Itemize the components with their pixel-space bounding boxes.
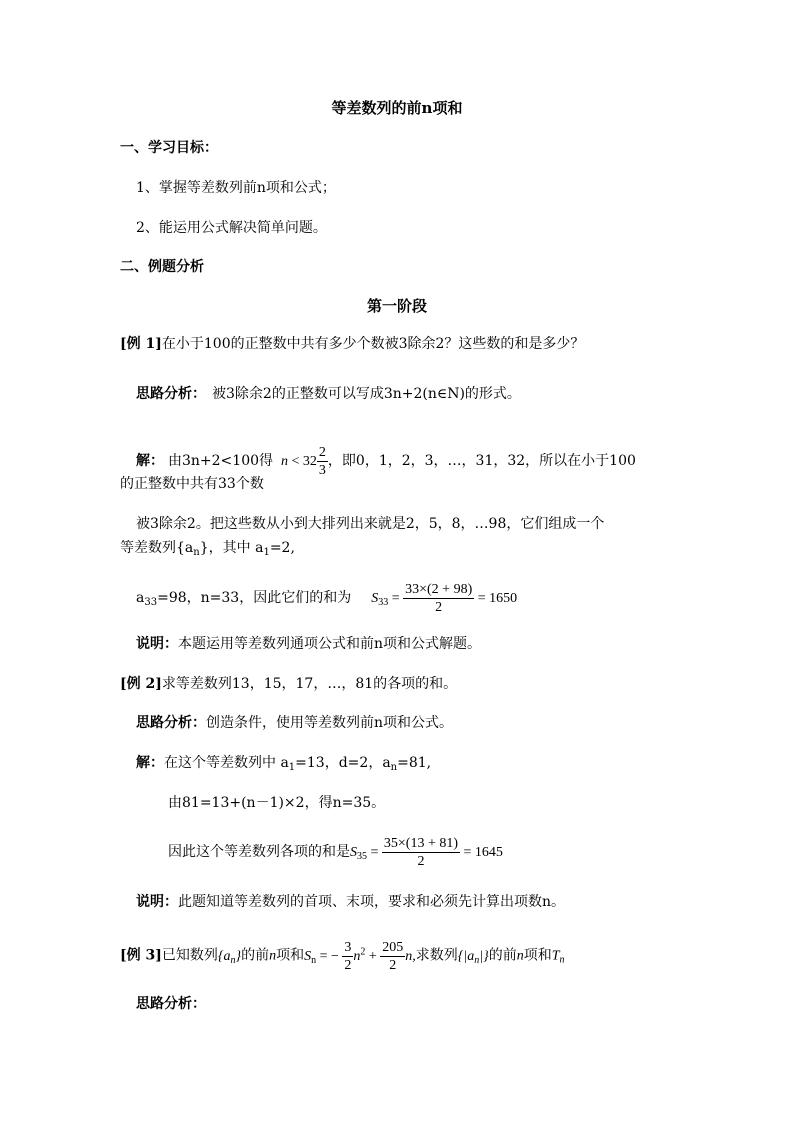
ineq-fraction — [317, 444, 328, 479]
subscript: n — [311, 954, 317, 966]
fraction — [380, 939, 405, 974]
solution-text: ，即0，1，2，3，…，31，32，所以在小于100 — [327, 453, 636, 469]
frac-den: 2 — [417, 854, 425, 870]
example-3-question — [120, 932, 565, 972]
note-text: 本题运用等差数列通项公式和前n项和公式解题。 — [178, 636, 482, 652]
n-var: n — [269, 948, 277, 964]
note-text: 此题知道等差数列的首项、末项，要求和必须先计算出项数n。 — [178, 894, 566, 910]
solution-text: =98，n=33，因此它们的和为 — [157, 590, 352, 606]
subscript: 33 — [378, 597, 389, 608]
note-label: 说明： — [136, 894, 178, 910]
seq-text: |} — [479, 948, 489, 964]
stage-heading: 第一阶段 — [366, 297, 427, 315]
subscript: 35 — [357, 851, 367, 862]
subscript: 1 — [288, 762, 296, 773]
solution-text: }，其中 a — [199, 540, 264, 556]
note-label: 说明： — [136, 636, 178, 652]
ineq-num: 2 — [318, 445, 326, 461]
sum-fraction — [382, 835, 460, 870]
idea-label: 思路分析： — [136, 386, 206, 402]
sum-fraction — [403, 581, 474, 616]
goal-item-2: 2、能运用公式解决简单问题。 — [136, 220, 327, 236]
example-1-tag: [例 1] — [120, 336, 162, 352]
example-2-tag: [例 2] — [120, 676, 162, 692]
example-1-question — [120, 334, 584, 354]
seq-text: {a — [217, 948, 231, 964]
subscript: n — [390, 762, 398, 773]
solution-text: a — [136, 590, 145, 606]
abs-sequence — [458, 949, 489, 964]
ineq-den: 3 — [318, 463, 326, 479]
sum-symbol: S — [304, 948, 312, 964]
example-1-solution-line-4 — [120, 538, 295, 563]
solution-label: 解： — [136, 755, 164, 771]
frac-den: 2 — [344, 957, 352, 973]
solution-text: =81, — [397, 755, 432, 771]
question-text: 求数列 — [415, 947, 458, 964]
frac-num: 205 — [382, 939, 404, 955]
subscript: n — [230, 954, 236, 966]
solution-label: 解： — [136, 453, 164, 469]
superscript: 2 — [360, 946, 366, 957]
sum-formula: $S_{35}$ = $\frac{35\times(13 + 81)}{2}$ = 1645 — [350, 836, 503, 870]
frac-num: 3 — [344, 939, 352, 955]
example-1-solution-line-2: 的正整数中共有33个数 — [120, 476, 264, 492]
sn-formula — [304, 939, 416, 973]
sum-formula: $S_{33}$ = $\frac{33\times(2 + 98)}{2}$ = 1650 — [371, 582, 518, 616]
ineq-rel: < — [291, 454, 300, 469]
page-title: 等差数列的前n项和 — [331, 99, 463, 117]
example-3-tag: [例 3] — [120, 947, 162, 964]
example-2-idea — [136, 713, 453, 733]
example-1-idea — [136, 384, 521, 404]
subscript: n — [193, 547, 200, 558]
n-var: n — [516, 948, 524, 964]
plus: + — [368, 948, 377, 964]
question-text: 的前 — [241, 947, 270, 964]
n-var: n — [353, 948, 361, 964]
example-2-note — [136, 892, 565, 912]
sum-symbol: S — [371, 591, 379, 606]
section-heading-examples: 二、例题分析 — [120, 259, 204, 275]
goal-item-1: 1、掌握等差数列前n项和公式； — [136, 180, 336, 196]
example-2-question — [120, 674, 457, 694]
subscript: n — [474, 954, 480, 966]
t-symbol: T — [551, 948, 560, 964]
idea-text: 创造条件，使用等差数列前n项和公式。 — [206, 715, 454, 731]
fraction — [342, 939, 353, 974]
idea-label: 思路分析： — [136, 715, 206, 731]
equals: = − — [319, 948, 339, 964]
subscript: 1 — [263, 547, 270, 558]
frac-den: 2 — [435, 600, 443, 616]
sum-symbol: S — [350, 845, 357, 860]
example-3-idea-label: 思路分析： — [136, 996, 206, 1012]
example-1-sum-line — [136, 578, 517, 618]
ineq-int: 32 — [302, 454, 317, 469]
example-1-solution-line-3: 被3除余2。把这些数从小到大排列出来就是2，5，8，…98，它们组成一个 — [136, 516, 605, 532]
inequality — [281, 445, 328, 479]
seq-text: {|a — [457, 948, 475, 964]
example-1-text: 在小于100的正整数中共有多少个数被3除余2？这些数的和是多少？ — [161, 336, 585, 352]
example-2-solution-line-2: 由81=13+(n－1)×2，得n=35。 — [168, 795, 386, 811]
solution-text: =2, — [269, 540, 295, 556]
n-var: n, — [405, 948, 416, 964]
sequence — [218, 949, 241, 964]
ineq-var: n — [281, 454, 289, 469]
idea-text: 被3除余2的正整数可以写成3n+2(n∈N)的形式。 — [212, 386, 521, 402]
frac-den: 2 — [389, 957, 397, 973]
question-text: 的前 — [488, 947, 517, 964]
solution-text: 由3n+2<100得 — [168, 453, 274, 469]
question-text: 项和 — [523, 947, 552, 964]
sum-result: = 1645 — [463, 845, 503, 860]
frac-num: 33×(2 + 98) — [405, 582, 473, 598]
solution-text: 在这个等差数列中 a — [164, 755, 289, 771]
example-2-text: 求等差数列13，15，17，…，81的各项的和。 — [161, 676, 458, 692]
solution-text: 等差数列{a — [120, 540, 194, 556]
seq-text: } — [235, 948, 242, 964]
question-text: 已知数列 — [161, 947, 218, 964]
subscript: n — [559, 954, 565, 966]
sum-result: = 1650 — [477, 591, 518, 606]
section-heading-goals: 一、学习目标： — [120, 140, 218, 156]
solution-text: =13，d=2，a — [295, 755, 391, 771]
subscript: 33 — [144, 597, 158, 608]
solution-text: 因此这个等差数列各项的和是 — [168, 844, 350, 860]
example-2-solution-line-1 — [136, 753, 431, 778]
question-text: 项和 — [276, 947, 305, 964]
frac-num: 35×(13 + 81) — [383, 836, 459, 852]
example-1-note — [136, 634, 481, 654]
example-2-sum-line — [168, 832, 503, 872]
